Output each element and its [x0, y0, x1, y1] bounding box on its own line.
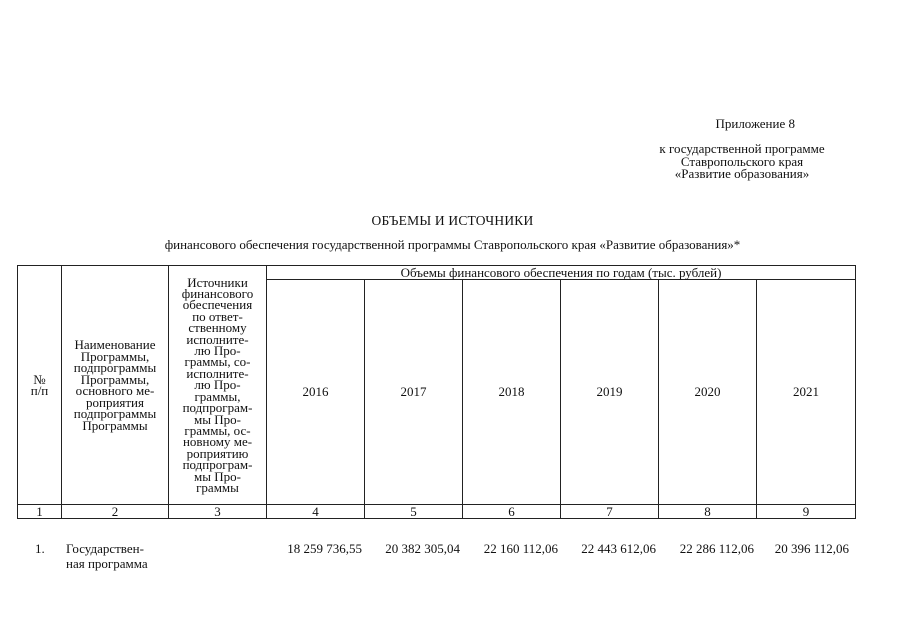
- column-number: 6: [463, 505, 561, 519]
- column-number: 7: [561, 505, 659, 519]
- value-2019: 22 443 612,06: [581, 541, 656, 556]
- row-number: 1.: [35, 541, 45, 556]
- reference-line: Ставропольского края: [680, 153, 804, 169]
- row-name: Государствен- ная программа: [66, 541, 148, 571]
- appendix-program-reference: [627, 143, 857, 181]
- header-year: 2020: [659, 280, 757, 505]
- header-year: 2019: [561, 280, 659, 505]
- value-2016: 18 259 736,55: [287, 541, 362, 556]
- appendix-label: Приложение 8: [715, 116, 795, 131]
- header-year: 2016: [267, 280, 365, 505]
- reference-line: «Развитие образования»: [674, 166, 810, 181]
- header-year: 2018: [463, 280, 561, 505]
- column-number: 1: [18, 505, 62, 519]
- header-year: 2021: [757, 280, 856, 505]
- column-number: 3: [169, 505, 267, 519]
- header-sources: Источники финансового обеспечения по ответ- ственному исполните- лю Про- граммы, со- исполните- лю Про- граммы, подпрограм- мы Про- граммы, ос- новному ме- роприятию подпрограм- мы Про- граммы: [169, 266, 267, 505]
- header-year: 2017: [365, 280, 463, 505]
- column-number: 5: [365, 505, 463, 519]
- column-number: 8: [659, 505, 757, 519]
- table-row: [17, 541, 855, 581]
- reference-line: к государственной программе: [659, 141, 825, 156]
- value-2017: 20 382 305,04: [385, 541, 460, 556]
- value-2021: 20 396 112,06: [774, 541, 849, 556]
- header-number: № п/п: [18, 266, 62, 505]
- value-2018: 22 160 112,06: [483, 541, 558, 556]
- header-funding-by-year: Объемы финансового обеспечения по годам (тыс. рублей): [267, 266, 856, 280]
- document-title: ОБЪЕМЫ И ИСТОЧНИКИ: [371, 213, 534, 228]
- column-number: 2: [62, 505, 169, 519]
- header-name: Наименование Программы, подпрограммы Программы, основного ме- роприятия подпрограммы Программы: [62, 266, 169, 505]
- document-subtitle: финансового обеспечения государственной программы Ставропольского края «Развитие образования»*: [164, 237, 741, 252]
- column-number: 9: [757, 505, 856, 519]
- financing-table: [17, 265, 856, 519]
- value-2020: 22 286 112,06: [679, 541, 754, 556]
- column-number: 4: [267, 505, 365, 519]
